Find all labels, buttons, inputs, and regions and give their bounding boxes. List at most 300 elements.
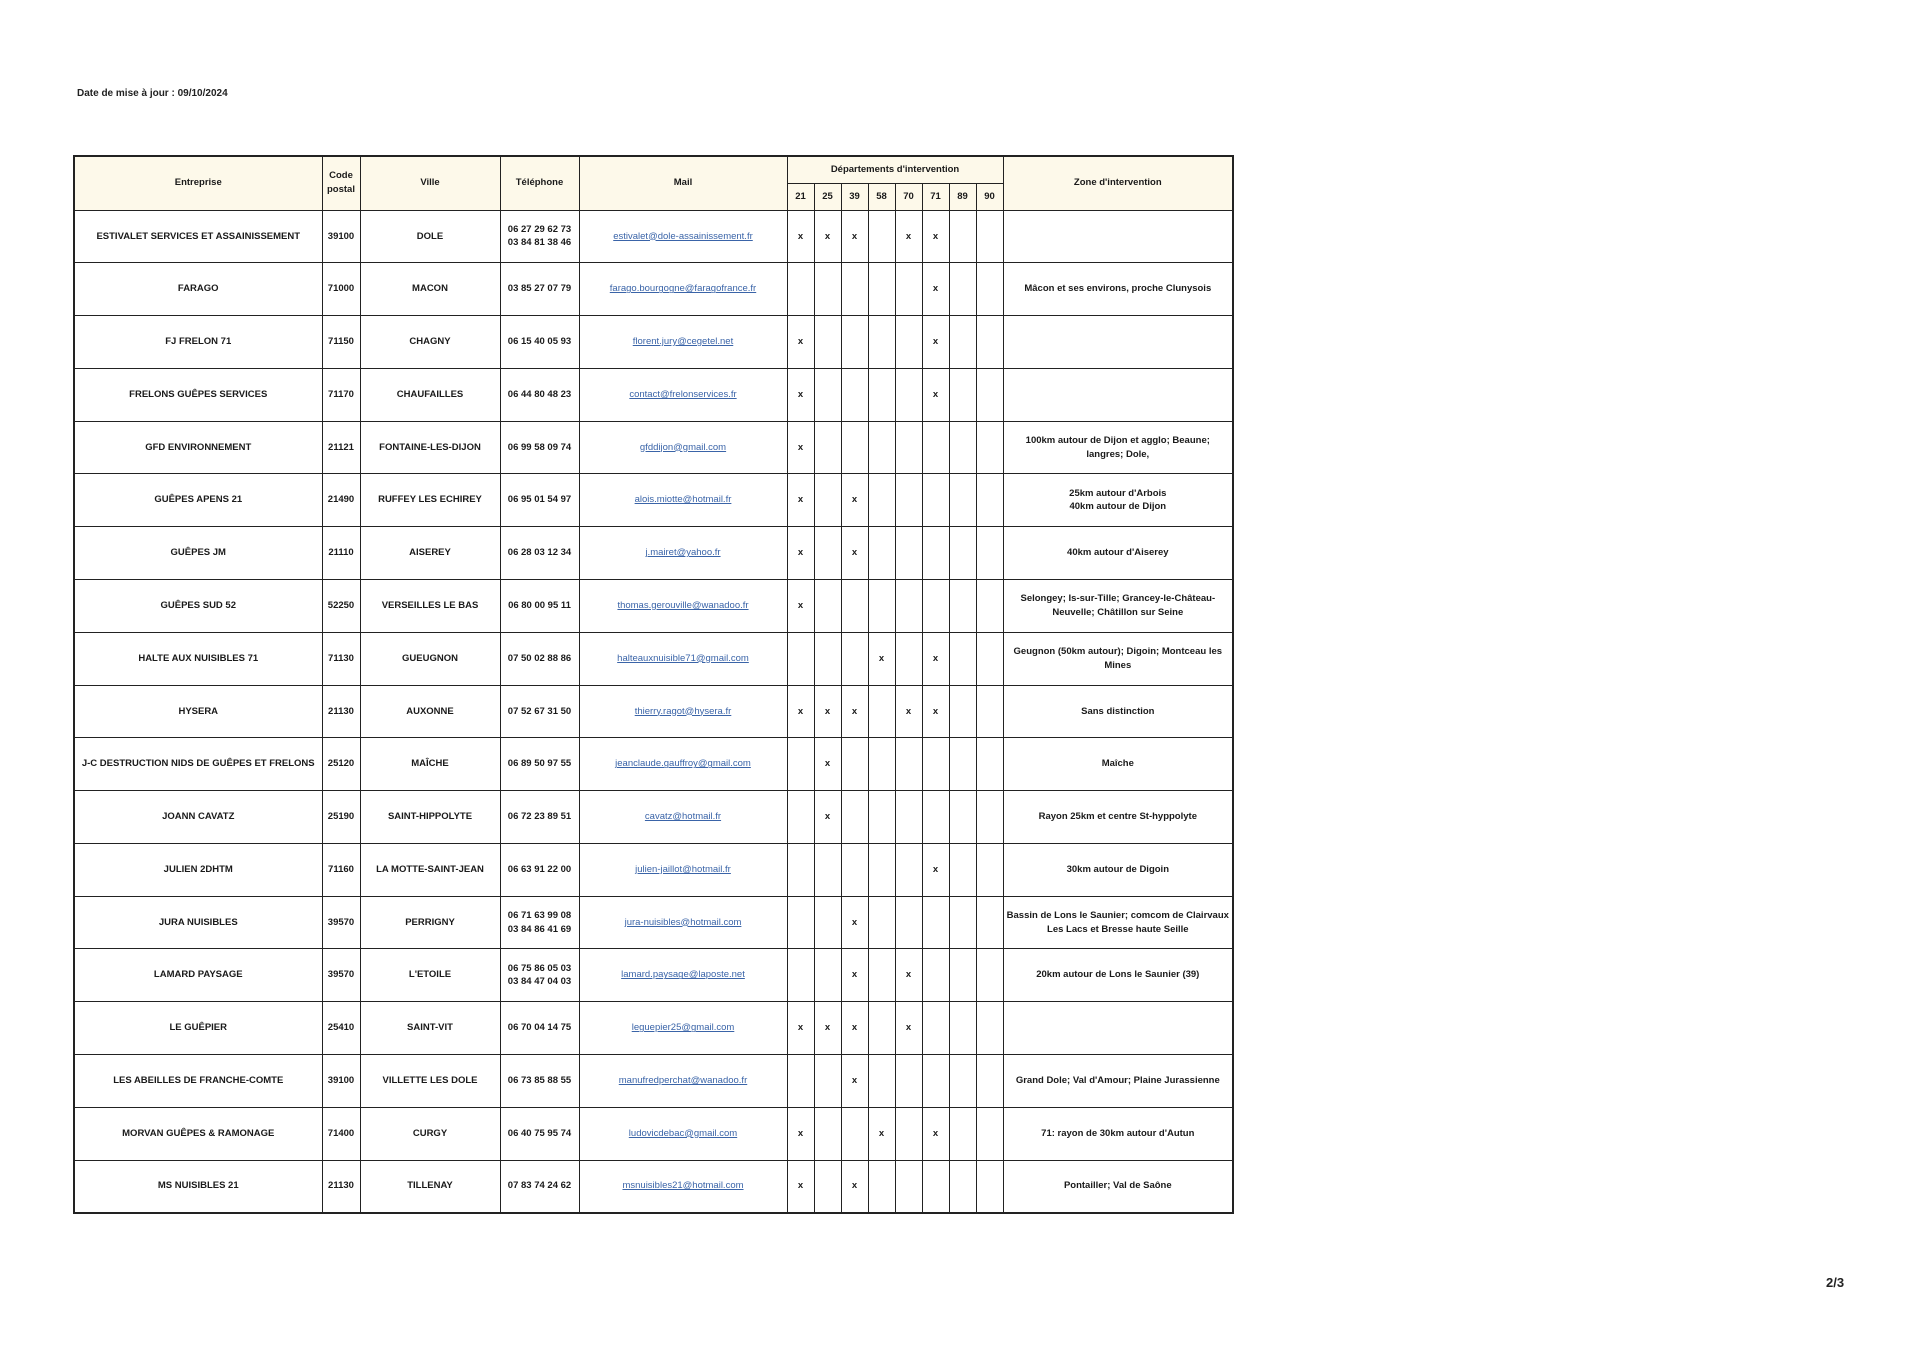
department-mark-90 (976, 579, 1003, 632)
department-mark-90 (976, 1107, 1003, 1160)
department-mark-21: x (787, 1107, 814, 1160)
department-mark-71 (922, 738, 949, 791)
zone-line: Mâcon et ses environs, proche Clunysois (1024, 283, 1212, 295)
department-mark-58 (868, 263, 895, 316)
phone-numbers (500, 1160, 579, 1213)
table-row (74, 316, 1233, 369)
intervention-zone (1003, 949, 1233, 1002)
department-mark-25 (814, 949, 841, 1002)
department-mark-89 (949, 685, 976, 738)
intervention-zone (1003, 1160, 1233, 1213)
phone-numbers (500, 896, 579, 949)
department-mark-71 (922, 896, 949, 949)
postal-code: 71160 (322, 843, 360, 896)
city: CHAUFAILLES (360, 368, 500, 421)
postal-code: 52250 (322, 579, 360, 632)
col-header-entreprise: Entreprise (74, 156, 322, 210)
email-link[interactable]: estivalet@dole-assainissement.fr (579, 210, 787, 263)
department-mark-21 (787, 843, 814, 896)
department-mark-89 (949, 579, 976, 632)
table-row (74, 896, 1233, 949)
department-mark-25 (814, 527, 841, 580)
intervention-zone (1003, 210, 1233, 263)
phone-number: 06 72 23 89 51 (507, 811, 572, 823)
department-mark-39: x (841, 1055, 868, 1108)
email-link[interactable]: jeanclaude.gauffroy@gmail.com (579, 738, 787, 791)
col-header-zone: Zone d'intervention (1003, 156, 1233, 210)
phone-number: 06 75 86 05 03 (507, 962, 572, 974)
department-header: 58 (868, 183, 895, 210)
intervention-zone (1003, 632, 1233, 685)
zone-line: 40km autour de Dijon (1069, 501, 1167, 513)
department-mark-58 (868, 316, 895, 369)
phone-number: 07 83 74 24 62 (507, 1180, 572, 1192)
intervention-zone (1003, 421, 1233, 474)
department-mark-71: x (922, 843, 949, 896)
department-mark-25 (814, 421, 841, 474)
department-header: 70 (895, 183, 922, 210)
table-row (74, 368, 1233, 421)
department-mark-70 (895, 316, 922, 369)
department-mark-70 (895, 579, 922, 632)
department-mark-21 (787, 632, 814, 685)
city: CURGY (360, 1107, 500, 1160)
department-mark-90 (976, 843, 1003, 896)
intervention-zone (1003, 1002, 1233, 1055)
city: MAÎCHE (360, 738, 500, 791)
table-row (74, 791, 1233, 844)
department-mark-70 (895, 843, 922, 896)
department-mark-89 (949, 474, 976, 527)
department-mark-25: x (814, 791, 841, 844)
department-mark-70 (895, 791, 922, 844)
phone-numbers (500, 1055, 579, 1108)
postal-code: 71400 (322, 1107, 360, 1160)
department-mark-90 (976, 949, 1003, 1002)
department-mark-25 (814, 1055, 841, 1108)
department-mark-21: x (787, 579, 814, 632)
department-mark-39: x (841, 949, 868, 1002)
company-name: LE GUÊPIER (74, 1002, 322, 1055)
phone-numbers (500, 579, 579, 632)
department-header: 21 (787, 183, 814, 210)
phone-number: 03 84 81 38 46 (507, 237, 572, 249)
department-mark-70: x (895, 210, 922, 263)
table-row (74, 738, 1233, 791)
department-mark-21 (787, 896, 814, 949)
phone-number: 07 50 02 88 86 (507, 652, 572, 664)
col-header-code-postal: Code postal (322, 156, 360, 210)
department-mark-71: x (922, 316, 949, 369)
postal-code: 71170 (322, 368, 360, 421)
department-mark-70 (895, 527, 922, 580)
city: SAINT-HIPPOLYTE (360, 791, 500, 844)
intervention-zone (1003, 685, 1233, 738)
department-mark-39 (841, 632, 868, 685)
table-row (74, 632, 1233, 685)
city: DOLE (360, 210, 500, 263)
city: AUXONNE (360, 685, 500, 738)
department-mark-71 (922, 791, 949, 844)
companies-table (73, 155, 1234, 1214)
company-name: GUÊPES JM (74, 527, 322, 580)
intervention-zone (1003, 474, 1233, 527)
phone-numbers (500, 1002, 579, 1055)
city: AISEREY (360, 527, 500, 580)
department-mark-58 (868, 474, 895, 527)
postal-code: 39570 (322, 949, 360, 1002)
department-mark-70 (895, 896, 922, 949)
company-name: HYSERA (74, 685, 322, 738)
table-row (74, 210, 1233, 263)
department-mark-21: x (787, 527, 814, 580)
phone-number: 06 28 03 12 34 (507, 547, 572, 559)
department-mark-70 (895, 632, 922, 685)
department-mark-58: x (868, 1107, 895, 1160)
department-mark-71 (922, 1160, 949, 1213)
department-mark-25 (814, 1107, 841, 1160)
department-mark-21: x (787, 1160, 814, 1213)
department-mark-90 (976, 316, 1003, 369)
department-mark-25: x (814, 1002, 841, 1055)
department-mark-89 (949, 632, 976, 685)
department-mark-90 (976, 1055, 1003, 1108)
zone-line: Rayon 25km et centre St-hyppolyte (1038, 811, 1197, 823)
department-mark-70 (895, 421, 922, 474)
email-link[interactable]: leguepier25@gmail.com (579, 1002, 787, 1055)
city: SAINT-VIT (360, 1002, 500, 1055)
department-mark-25 (814, 579, 841, 632)
department-mark-71: x (922, 685, 949, 738)
department-mark-25 (814, 632, 841, 685)
table-row (74, 685, 1233, 738)
phone-number: 06 70 04 14 75 (507, 1022, 572, 1034)
zone-line: 100km autour de Dijon et agglo; Beaune; langres; Dole, (1025, 434, 1210, 460)
postal-code: 21110 (322, 527, 360, 580)
department-mark-58 (868, 896, 895, 949)
intervention-zone (1003, 1055, 1233, 1108)
email-link[interactable]: farago.bourgogne@faragofrance.fr (579, 263, 787, 316)
phone-number: 06 63 91 22 00 (507, 863, 572, 875)
department-mark-89 (949, 1160, 976, 1213)
department-mark-25: x (814, 685, 841, 738)
zone-line: Sans distinction (1081, 705, 1155, 717)
department-mark-25 (814, 316, 841, 369)
department-mark-39 (841, 738, 868, 791)
department-mark-89 (949, 949, 976, 1002)
department-mark-89 (949, 421, 976, 474)
email-link[interactable]: jura-nuisibles@hotmail.com (579, 896, 787, 949)
phone-number: 06 73 85 88 55 (507, 1075, 572, 1086)
department-mark-70 (895, 263, 922, 316)
company-name: JURA NUISIBLES (74, 896, 322, 949)
phone-numbers (500, 368, 579, 421)
postal-code: 21121 (322, 421, 360, 474)
department-mark-39: x (841, 1160, 868, 1213)
department-mark-71: x (922, 632, 949, 685)
intervention-zone (1003, 579, 1233, 632)
table-row (74, 1107, 1233, 1160)
postal-code: 21130 (322, 1160, 360, 1213)
department-mark-89 (949, 738, 976, 791)
department-mark-90 (976, 210, 1003, 263)
department-mark-89 (949, 896, 976, 949)
phone-numbers (500, 421, 579, 474)
intervention-zone (1003, 896, 1233, 949)
department-mark-39 (841, 316, 868, 369)
city: GUEUGNON (360, 632, 500, 685)
department-mark-58 (868, 1002, 895, 1055)
email-link[interactable]: julien-jaillot@hotmail.fr (579, 843, 787, 896)
department-mark-89 (949, 263, 976, 316)
zone-line: Maîche (1101, 758, 1134, 770)
department-mark-39 (841, 791, 868, 844)
intervention-zone (1003, 263, 1233, 316)
postal-code: 71130 (322, 632, 360, 685)
department-mark-58 (868, 527, 895, 580)
department-mark-90 (976, 263, 1003, 316)
department-mark-89 (949, 1002, 976, 1055)
company-name: GUÊPES SUD 52 (74, 579, 322, 632)
company-name: LES ABEILLES DE FRANCHE-COMTE (74, 1055, 322, 1108)
department-mark-71 (922, 474, 949, 527)
department-mark-71 (922, 1055, 949, 1108)
email-link[interactable]: ludovicdebac@gmail.com (579, 1107, 787, 1160)
department-mark-58 (868, 579, 895, 632)
department-mark-39 (841, 1107, 868, 1160)
company-name: JOANN CAVATZ (74, 791, 322, 844)
col-header-departements: Départements d'intervention (787, 156, 1003, 183)
department-mark-58 (868, 368, 895, 421)
department-mark-70 (895, 474, 922, 527)
department-mark-39 (841, 579, 868, 632)
department-mark-21 (787, 791, 814, 844)
phone-numbers (500, 685, 579, 738)
department-mark-21: x (787, 368, 814, 421)
zone-line: Bassin de Lons le Saunier; comcom de Clairvaux Les Lacs et Bresse haute Seille (1006, 909, 1229, 935)
postal-code: 39570 (322, 896, 360, 949)
intervention-zone (1003, 368, 1233, 421)
phone-numbers (500, 1107, 579, 1160)
department-mark-90 (976, 474, 1003, 527)
phone-numbers (500, 474, 579, 527)
table-row (74, 579, 1233, 632)
email-link[interactable]: halteauxnuisible71@gmail.com (579, 632, 787, 685)
department-mark-39 (841, 263, 868, 316)
postal-code: 21490 (322, 474, 360, 527)
table-row (74, 474, 1233, 527)
department-mark-25 (814, 843, 841, 896)
table-row (74, 263, 1233, 316)
city: VILLETTE LES DOLE (360, 1055, 500, 1108)
zone-line: 25km autour d'Arbois (1069, 487, 1167, 499)
company-name: FRELONS GUÊPES SERVICES (74, 368, 322, 421)
postal-code: 39100 (322, 210, 360, 263)
city: VERSEILLES LE BAS (360, 579, 500, 632)
table-row (74, 843, 1233, 896)
city: LA MOTTE-SAINT-JEAN (360, 843, 500, 896)
department-mark-39 (841, 368, 868, 421)
department-mark-71 (922, 421, 949, 474)
department-mark-21: x (787, 210, 814, 263)
intervention-zone (1003, 738, 1233, 791)
col-header-telephone: Téléphone (500, 156, 579, 210)
department-mark-39: x (841, 210, 868, 263)
email-link[interactable]: alois.miotte@hotmail.fr (579, 474, 787, 527)
city: MACON (360, 263, 500, 316)
zone-line: Geugnon (50km autour); Digoin; Montceau les Mines (1013, 645, 1223, 671)
phone-numbers (500, 632, 579, 685)
department-mark-71: x (922, 368, 949, 421)
intervention-zone (1003, 316, 1233, 369)
email-link[interactable]: msnuisibles21@hotmail.com (579, 1160, 787, 1213)
phone-number: 07 52 67 31 50 (507, 705, 572, 717)
department-mark-25 (814, 263, 841, 316)
phone-number: 06 99 58 09 74 (507, 441, 572, 453)
phone-numbers (500, 843, 579, 896)
department-mark-90 (976, 685, 1003, 738)
company-name: FJ FRELON 71 (74, 316, 322, 369)
table-row (74, 527, 1233, 580)
table-row (74, 949, 1233, 1002)
department-mark-21: x (787, 421, 814, 474)
department-mark-90 (976, 368, 1003, 421)
phone-numbers (500, 263, 579, 316)
page-number: 2/3 (1826, 1275, 1845, 1290)
company-name: ESTIVALET SERVICES ET ASSAINISSEMENT (74, 210, 322, 263)
department-mark-89 (949, 210, 976, 263)
department-mark-70: x (895, 949, 922, 1002)
city: L'ETOILE (360, 949, 500, 1002)
company-name: MORVAN GUÊPES & RAMONAGE (74, 1107, 322, 1160)
department-mark-90 (976, 1002, 1003, 1055)
department-mark-90 (976, 896, 1003, 949)
phone-number: 03 84 86 41 69 (507, 923, 572, 935)
department-mark-89 (949, 527, 976, 580)
phone-numbers (500, 738, 579, 791)
department-header: 71 (922, 183, 949, 210)
department-mark-25 (814, 474, 841, 527)
department-mark-58 (868, 738, 895, 791)
department-mark-58 (868, 1055, 895, 1108)
email-link[interactable]: contact@frelonservices.fr (579, 368, 787, 421)
department-mark-71 (922, 579, 949, 632)
department-mark-58 (868, 791, 895, 844)
zone-line: Selongey; Is-sur-Tille; Grancey-le-Château-Neuvelle; Châtillon sur Seine (1020, 593, 1216, 618)
phone-number: 03 85 27 07 79 (507, 283, 572, 295)
department-mark-39: x (841, 474, 868, 527)
department-mark-70 (895, 1160, 922, 1213)
department-header: 39 (841, 183, 868, 210)
department-mark-58 (868, 685, 895, 738)
department-mark-25: x (814, 210, 841, 263)
email-link[interactable]: thomas.gerouville@wanadoo.fr (579, 579, 787, 632)
department-mark-21: x (787, 1002, 814, 1055)
department-mark-21 (787, 1055, 814, 1108)
postal-code: 25410 (322, 1002, 360, 1055)
phone-number: 06 27 29 62 73 (507, 223, 572, 235)
city: CHAGNY (360, 316, 500, 369)
zone-line: Pontailler; Val de Saône (1063, 1180, 1172, 1192)
email-link[interactable]: cavatz@hotmail.fr (579, 791, 787, 844)
email-link[interactable]: manufredperchat@wanadoo.fr (579, 1055, 787, 1108)
department-mark-39: x (841, 685, 868, 738)
table-row (74, 1055, 1233, 1108)
company-name: GFD ENVIRONNEMENT (74, 421, 322, 474)
postal-code: 25190 (322, 791, 360, 844)
department-mark-71: x (922, 210, 949, 263)
phone-numbers (500, 210, 579, 263)
company-name: J-C DESTRUCTION NIDS DE GUÊPES ET FRELONS (74, 738, 322, 791)
department-mark-90 (976, 738, 1003, 791)
department-mark-89 (949, 368, 976, 421)
phone-numbers (500, 791, 579, 844)
company-name: HALTE AUX NUISIBLES 71 (74, 632, 322, 685)
department-mark-90 (976, 791, 1003, 844)
zone-line: 20km autour de Lons le Saunier (39) (1036, 969, 1200, 981)
department-mark-89 (949, 316, 976, 369)
department-mark-58 (868, 1160, 895, 1213)
department-mark-25 (814, 1160, 841, 1213)
zone-line: 40km autour d'Aiserey (1067, 547, 1169, 559)
department-mark-89 (949, 1055, 976, 1108)
col-header-mail: Mail (579, 156, 787, 210)
phone-number: 06 71 63 99 08 (507, 909, 572, 921)
phone-number: 06 40 75 95 74 (507, 1127, 572, 1139)
city: FONTAINE-LES-DIJON (360, 421, 500, 474)
email-link[interactable]: florent.jury@cegetel.net (579, 316, 787, 369)
department-mark-90 (976, 1160, 1003, 1213)
company-name: MS NUISIBLES 21 (74, 1160, 322, 1213)
phone-number: 03 84 47 04 03 (507, 976, 572, 988)
department-mark-21 (787, 949, 814, 1002)
email-link[interactable]: lamard.paysage@laposte.net (579, 949, 787, 1002)
email-link[interactable]: thierry.ragot@hysera.fr (579, 685, 787, 738)
col-header-ville: Ville (360, 156, 500, 210)
department-mark-21: x (787, 316, 814, 369)
update-date: Date de mise à jour : 09/10/2024 (77, 88, 228, 99)
department-mark-90 (976, 421, 1003, 474)
department-mark-71 (922, 949, 949, 1002)
intervention-zone (1003, 791, 1233, 844)
company-name: LAMARD PAYSAGE (74, 949, 322, 1002)
postal-code: 21130 (322, 685, 360, 738)
department-mark-90 (976, 527, 1003, 580)
intervention-zone (1003, 1107, 1233, 1160)
department-header: 90 (976, 183, 1003, 210)
department-mark-58: x (868, 632, 895, 685)
department-mark-70 (895, 738, 922, 791)
intervention-zone (1003, 843, 1233, 896)
department-mark-58 (868, 843, 895, 896)
email-link[interactable]: gfddijon@gmail.com (579, 421, 787, 474)
table-row (74, 1002, 1233, 1055)
department-mark-21: x (787, 474, 814, 527)
department-mark-89 (949, 843, 976, 896)
zone-line: 30km autour de Digoin (1066, 863, 1169, 875)
department-mark-39: x (841, 896, 868, 949)
company-name: JULIEN 2DHTM (74, 843, 322, 896)
department-mark-39: x (841, 527, 868, 580)
department-header: 89 (949, 183, 976, 210)
department-mark-70 (895, 1055, 922, 1108)
phone-number: 06 15 40 05 93 (507, 336, 572, 348)
department-mark-39 (841, 421, 868, 474)
email-link[interactable]: j.mairet@yahoo.fr (579, 527, 787, 580)
postal-code: 39100 (322, 1055, 360, 1108)
department-mark-25 (814, 368, 841, 421)
intervention-zone (1003, 527, 1233, 580)
